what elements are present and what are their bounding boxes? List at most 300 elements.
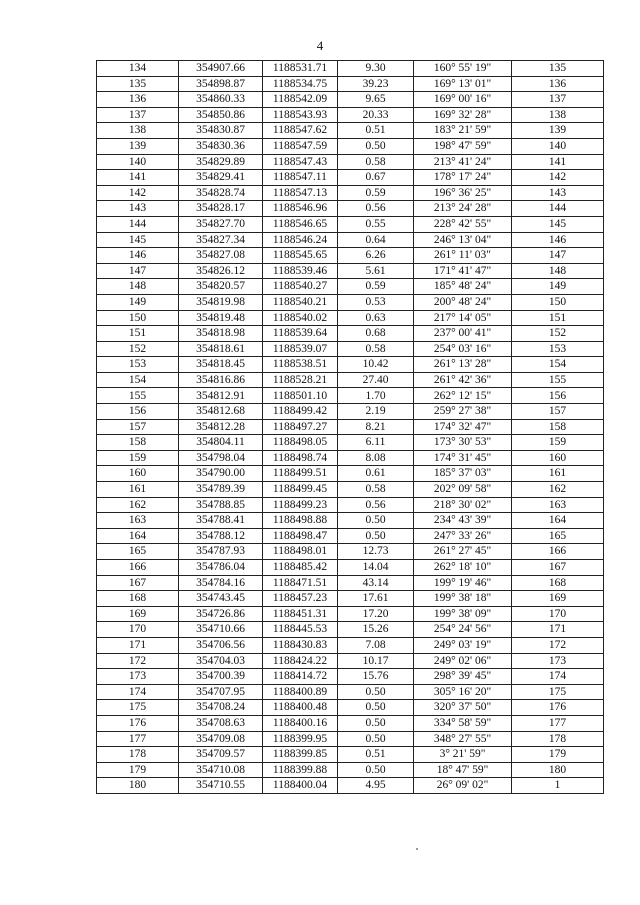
table-row — [97, 279, 604, 295]
y-coordinate-cell: 1188547.13 — [263, 185, 338, 201]
distance-cell: 0.53 — [338, 294, 414, 310]
y-coordinate-cell: 1188540.21 — [263, 294, 338, 310]
point-number-cell: 159 — [97, 450, 179, 466]
point-number-cell: 140 — [97, 154, 179, 170]
bearing-cell: 217° 14' 05" — [414, 310, 512, 326]
point-number-cell: 136 — [97, 92, 179, 108]
y-coordinate-cell: 1188542.09 — [263, 92, 338, 108]
distance-cell: 10.17 — [338, 653, 414, 669]
distance-cell: 0.51 — [338, 123, 414, 139]
distance-cell: 15.26 — [338, 622, 414, 638]
bearing-cell: 198° 47' 59" — [414, 138, 512, 154]
table-row — [97, 575, 604, 591]
y-coordinate-cell: 1188400.16 — [263, 715, 338, 731]
x-coordinate-cell: 354787.93 — [179, 544, 263, 560]
point-number-cell: 180 — [97, 778, 179, 794]
bearing-cell: 237° 00' 41" — [414, 326, 512, 342]
distance-cell: 8.21 — [338, 419, 414, 435]
next-point-cell: 148 — [512, 263, 604, 279]
table-row — [97, 388, 604, 404]
point-number-cell: 177 — [97, 731, 179, 747]
table-row — [97, 248, 604, 264]
distance-cell: 17.20 — [338, 606, 414, 622]
y-coordinate-cell: 1188547.62 — [263, 123, 338, 139]
y-coordinate-cell: 1188547.43 — [263, 154, 338, 170]
x-coordinate-cell: 354700.39 — [179, 669, 263, 685]
next-point-cell: 166 — [512, 544, 604, 560]
point-number-cell: 134 — [97, 61, 179, 77]
point-number-cell: 171 — [97, 637, 179, 653]
y-coordinate-cell: 1188528.21 — [263, 372, 338, 388]
distance-cell: 0.50 — [338, 684, 414, 700]
point-number-cell: 144 — [97, 216, 179, 232]
x-coordinate-cell: 354819.98 — [179, 294, 263, 310]
y-coordinate-cell: 1188540.02 — [263, 310, 338, 326]
next-point-cell: 167 — [512, 560, 604, 576]
x-coordinate-cell: 354726.86 — [179, 606, 263, 622]
next-point-cell: 165 — [512, 528, 604, 544]
next-point-cell: 141 — [512, 154, 604, 170]
y-coordinate-cell: 1188498.47 — [263, 528, 338, 544]
bearing-cell: 26° 09' 02" — [414, 778, 512, 794]
bearing-cell: 196° 36' 25" — [414, 185, 512, 201]
bearing-cell: 261° 27' 45" — [414, 544, 512, 560]
bearing-cell: 249° 02' 06" — [414, 653, 512, 669]
x-coordinate-cell: 354709.57 — [179, 747, 263, 763]
table-row — [97, 170, 604, 186]
distance-cell: 5.61 — [338, 263, 414, 279]
next-point-cell: 176 — [512, 700, 604, 716]
next-point-cell: 153 — [512, 341, 604, 357]
y-coordinate-cell: 1188498.01 — [263, 544, 338, 560]
distance-cell: 0.50 — [338, 528, 414, 544]
x-coordinate-cell: 354790.00 — [179, 466, 263, 482]
next-point-cell: 163 — [512, 497, 604, 513]
next-point-cell: 149 — [512, 279, 604, 295]
y-coordinate-cell: 1188497.27 — [263, 419, 338, 435]
y-coordinate-cell: 1188543.93 — [263, 107, 338, 123]
distance-cell: 0.55 — [338, 216, 414, 232]
table-row — [97, 92, 604, 108]
point-number-cell: 135 — [97, 76, 179, 92]
distance-cell: 39.23 — [338, 76, 414, 92]
y-coordinate-cell: 1188399.95 — [263, 731, 338, 747]
next-point-cell: 136 — [512, 76, 604, 92]
table-row — [97, 419, 604, 435]
y-coordinate-cell: 1188501.10 — [263, 388, 338, 404]
bearing-cell: 334° 58' 59" — [414, 715, 512, 731]
bearing-cell: 298° 39' 45" — [414, 669, 512, 685]
x-coordinate-cell: 354812.91 — [179, 388, 263, 404]
next-point-cell: 174 — [512, 669, 604, 685]
point-number-cell: 176 — [97, 715, 179, 731]
point-number-cell: 151 — [97, 326, 179, 342]
next-point-cell: 147 — [512, 248, 604, 264]
x-coordinate-cell: 354707.95 — [179, 684, 263, 700]
distance-cell: 2.19 — [338, 404, 414, 420]
distance-cell: 9.30 — [338, 61, 414, 77]
y-coordinate-cell: 1188451.31 — [263, 606, 338, 622]
y-coordinate-cell: 1188400.04 — [263, 778, 338, 794]
next-point-cell: 151 — [512, 310, 604, 326]
table-row — [97, 154, 604, 170]
point-number-cell: 152 — [97, 341, 179, 357]
distance-cell: 0.68 — [338, 326, 414, 342]
x-coordinate-cell: 354818.98 — [179, 326, 263, 342]
point-number-cell: 149 — [97, 294, 179, 310]
distance-cell: 0.63 — [338, 310, 414, 326]
point-number-cell: 139 — [97, 138, 179, 154]
next-point-cell: 154 — [512, 357, 604, 373]
distance-cell: 0.56 — [338, 201, 414, 217]
next-point-cell: 180 — [512, 762, 604, 778]
point-number-cell: 172 — [97, 653, 179, 669]
table-row — [97, 715, 604, 731]
x-coordinate-cell: 354816.86 — [179, 372, 263, 388]
bearing-cell: 348° 27' 55" — [414, 731, 512, 747]
point-number-cell: 146 — [97, 248, 179, 264]
x-coordinate-cell: 354850.86 — [179, 107, 263, 123]
distance-cell: 20.33 — [338, 107, 414, 123]
point-number-cell: 155 — [97, 388, 179, 404]
next-point-cell: 137 — [512, 92, 604, 108]
table-row — [97, 185, 604, 201]
point-number-cell: 170 — [97, 622, 179, 638]
x-coordinate-cell: 354812.28 — [179, 419, 263, 435]
table-row — [97, 482, 604, 498]
point-number-cell: 175 — [97, 700, 179, 716]
distance-cell: 0.58 — [338, 482, 414, 498]
point-number-cell: 165 — [97, 544, 179, 560]
x-coordinate-cell: 354829.89 — [179, 154, 263, 170]
distance-cell: 6.11 — [338, 435, 414, 451]
next-point-cell: 135 — [512, 61, 604, 77]
y-coordinate-cell: 1188400.48 — [263, 700, 338, 716]
bearing-cell: 183° 21' 59" — [414, 123, 512, 139]
next-point-cell: 152 — [512, 326, 604, 342]
bearing-cell: 18° 47' 59" — [414, 762, 512, 778]
table-row — [97, 357, 604, 373]
coordinates-table — [96, 60, 604, 794]
x-coordinate-cell: 354789.39 — [179, 482, 263, 498]
next-point-cell: 139 — [512, 123, 604, 139]
distance-cell: 0.59 — [338, 279, 414, 295]
table-row — [97, 622, 604, 638]
x-coordinate-cell: 354788.12 — [179, 528, 263, 544]
distance-cell: 15.76 — [338, 669, 414, 685]
bearing-cell: 185° 37' 03" — [414, 466, 512, 482]
point-number-cell: 154 — [97, 372, 179, 388]
y-coordinate-cell: 1188540.27 — [263, 279, 338, 295]
x-coordinate-cell: 354826.12 — [179, 263, 263, 279]
y-coordinate-cell: 1188547.59 — [263, 138, 338, 154]
point-number-cell: 178 — [97, 747, 179, 763]
y-coordinate-cell: 1188399.85 — [263, 747, 338, 763]
table-row — [97, 61, 604, 77]
bearing-cell: 160° 55' 19" — [414, 61, 512, 77]
next-point-cell: 150 — [512, 294, 604, 310]
x-coordinate-cell: 354708.24 — [179, 700, 263, 716]
point-number-cell: 153 — [97, 357, 179, 373]
next-point-cell: 155 — [512, 372, 604, 388]
next-point-cell: 171 — [512, 622, 604, 638]
bearing-cell: 199° 38' 18" — [414, 591, 512, 607]
x-coordinate-cell: 354827.34 — [179, 232, 263, 248]
y-coordinate-cell: 1188430.83 — [263, 637, 338, 653]
next-point-cell: 173 — [512, 653, 604, 669]
point-number-cell: 168 — [97, 591, 179, 607]
x-coordinate-cell: 354784.16 — [179, 575, 263, 591]
scan-speck — [416, 848, 418, 850]
x-coordinate-cell: 354710.55 — [179, 778, 263, 794]
point-number-cell: 179 — [97, 762, 179, 778]
table-row — [97, 762, 604, 778]
next-point-cell: 158 — [512, 419, 604, 435]
bearing-cell: 3° 21' 59" — [414, 747, 512, 763]
coordinates-table-body — [97, 61, 604, 794]
table-row — [97, 528, 604, 544]
table-row — [97, 497, 604, 513]
next-point-cell: 179 — [512, 747, 604, 763]
x-coordinate-cell: 354828.74 — [179, 185, 263, 201]
point-number-cell: 169 — [97, 606, 179, 622]
next-point-cell: 159 — [512, 435, 604, 451]
bearing-cell: 185° 48' 24" — [414, 279, 512, 295]
point-number-cell: 166 — [97, 560, 179, 576]
next-point-cell: 143 — [512, 185, 604, 201]
distance-cell: 14.04 — [338, 560, 414, 576]
bearing-cell: 199° 38' 09" — [414, 606, 512, 622]
distance-cell: 0.58 — [338, 154, 414, 170]
bearing-cell: 173° 30' 53" — [414, 435, 512, 451]
point-number-cell: 158 — [97, 435, 179, 451]
y-coordinate-cell: 1188414.72 — [263, 669, 338, 685]
x-coordinate-cell: 354788.41 — [179, 513, 263, 529]
next-point-cell: 175 — [512, 684, 604, 700]
y-coordinate-cell: 1188547.11 — [263, 170, 338, 186]
distance-cell: 0.51 — [338, 747, 414, 763]
x-coordinate-cell: 354827.08 — [179, 248, 263, 264]
x-coordinate-cell: 354812.68 — [179, 404, 263, 420]
next-point-cell: 138 — [512, 107, 604, 123]
point-number-cell: 174 — [97, 684, 179, 700]
table-row — [97, 669, 604, 685]
bearing-cell: 169° 00' 16" — [414, 92, 512, 108]
next-point-cell: 157 — [512, 404, 604, 420]
point-number-cell: 145 — [97, 232, 179, 248]
y-coordinate-cell: 1188539.46 — [263, 263, 338, 279]
next-point-cell: 178 — [512, 731, 604, 747]
distance-cell: 0.67 — [338, 170, 414, 186]
point-number-cell: 148 — [97, 279, 179, 295]
table-row — [97, 123, 604, 139]
table-row — [97, 637, 604, 653]
y-coordinate-cell: 1188531.71 — [263, 61, 338, 77]
x-coordinate-cell: 354818.61 — [179, 341, 263, 357]
x-coordinate-cell: 354708.63 — [179, 715, 263, 731]
x-coordinate-cell: 354860.33 — [179, 92, 263, 108]
bearing-cell: 169° 32' 28" — [414, 107, 512, 123]
distance-cell: 6.26 — [338, 248, 414, 264]
distance-cell: 0.61 — [338, 466, 414, 482]
next-point-cell: 1 — [512, 778, 604, 794]
bearing-cell: 174° 32' 47" — [414, 419, 512, 435]
y-coordinate-cell: 1188471.51 — [263, 575, 338, 591]
point-number-cell: 141 — [97, 170, 179, 186]
table-row — [97, 513, 604, 529]
next-point-cell: 168 — [512, 575, 604, 591]
bearing-cell: 262° 12' 15" — [414, 388, 512, 404]
distance-cell: 9.65 — [338, 92, 414, 108]
distance-cell: 7.08 — [338, 637, 414, 653]
bearing-cell: 305° 16' 20" — [414, 684, 512, 700]
y-coordinate-cell: 1188399.88 — [263, 762, 338, 778]
table-row — [97, 326, 604, 342]
point-number-cell: 138 — [97, 123, 179, 139]
next-point-cell: 160 — [512, 450, 604, 466]
y-coordinate-cell: 1188499.23 — [263, 497, 338, 513]
next-point-cell: 170 — [512, 606, 604, 622]
bearing-cell: 246° 13' 04" — [414, 232, 512, 248]
distance-cell: 4.95 — [338, 778, 414, 794]
x-coordinate-cell: 354706.56 — [179, 637, 263, 653]
y-coordinate-cell: 1188534.75 — [263, 76, 338, 92]
distance-cell: 0.58 — [338, 341, 414, 357]
distance-cell: 0.50 — [338, 138, 414, 154]
x-coordinate-cell: 354828.17 — [179, 201, 263, 217]
next-point-cell: 144 — [512, 201, 604, 217]
distance-cell: 27.40 — [338, 372, 414, 388]
x-coordinate-cell: 354709.08 — [179, 731, 263, 747]
bearing-cell: 213° 24' 28" — [414, 201, 512, 217]
table-row — [97, 544, 604, 560]
bearing-cell: 218° 30' 02" — [414, 497, 512, 513]
table-row — [97, 435, 604, 451]
next-point-cell: 169 — [512, 591, 604, 607]
bearing-cell: 254° 03' 16" — [414, 341, 512, 357]
point-number-cell: 143 — [97, 201, 179, 217]
point-number-cell: 164 — [97, 528, 179, 544]
page-number: 4 — [316, 38, 324, 53]
distance-cell: 8.08 — [338, 450, 414, 466]
y-coordinate-cell: 1188546.24 — [263, 232, 338, 248]
x-coordinate-cell: 354788.85 — [179, 497, 263, 513]
table-row — [97, 450, 604, 466]
table-row — [97, 404, 604, 420]
y-coordinate-cell: 1188498.74 — [263, 450, 338, 466]
bearing-cell: 202° 09' 58" — [414, 482, 512, 498]
y-coordinate-cell: 1188499.51 — [263, 466, 338, 482]
distance-cell: 17.61 — [338, 591, 414, 607]
next-point-cell: 162 — [512, 482, 604, 498]
table-row — [97, 201, 604, 217]
point-number-cell: 162 — [97, 497, 179, 513]
bearing-cell: 169° 13' 01" — [414, 76, 512, 92]
distance-cell: 0.50 — [338, 762, 414, 778]
distance-cell: 0.50 — [338, 731, 414, 747]
y-coordinate-cell: 1188499.45 — [263, 482, 338, 498]
x-coordinate-cell: 354898.87 — [179, 76, 263, 92]
point-number-cell: 161 — [97, 482, 179, 498]
table-row — [97, 107, 604, 123]
table-row — [97, 263, 604, 279]
point-number-cell: 142 — [97, 185, 179, 201]
x-coordinate-cell: 354830.87 — [179, 123, 263, 139]
distance-cell: 10.42 — [338, 357, 414, 373]
distance-cell: 0.50 — [338, 513, 414, 529]
x-coordinate-cell: 354907.66 — [179, 61, 263, 77]
point-number-cell: 156 — [97, 404, 179, 420]
table-row — [97, 560, 604, 576]
table-row — [97, 138, 604, 154]
table-row — [97, 778, 604, 794]
bearing-cell: 234° 43' 39" — [414, 513, 512, 529]
x-coordinate-cell: 354829.41 — [179, 170, 263, 186]
x-coordinate-cell: 354819.48 — [179, 310, 263, 326]
bearing-cell: 320° 37' 50" — [414, 700, 512, 716]
x-coordinate-cell: 354710.08 — [179, 762, 263, 778]
table-row — [97, 700, 604, 716]
table-row — [97, 466, 604, 482]
table-row — [97, 591, 604, 607]
point-number-cell: 173 — [97, 669, 179, 685]
table-row — [97, 372, 604, 388]
table-row — [97, 747, 604, 763]
x-coordinate-cell: 354820.57 — [179, 279, 263, 295]
distance-cell: 0.64 — [338, 232, 414, 248]
table-row — [97, 294, 604, 310]
next-point-cell: 146 — [512, 232, 604, 248]
table-row — [97, 310, 604, 326]
y-coordinate-cell: 1188445.53 — [263, 622, 338, 638]
table-row — [97, 731, 604, 747]
x-coordinate-cell: 354798.04 — [179, 450, 263, 466]
bearing-cell: 200° 48' 24" — [414, 294, 512, 310]
next-point-cell: 161 — [512, 466, 604, 482]
x-coordinate-cell: 354830.36 — [179, 138, 263, 154]
next-point-cell: 177 — [512, 715, 604, 731]
bearing-cell: 199° 19' 46" — [414, 575, 512, 591]
y-coordinate-cell: 1188485.42 — [263, 560, 338, 576]
y-coordinate-cell: 1188546.65 — [263, 216, 338, 232]
y-coordinate-cell: 1188538.51 — [263, 357, 338, 373]
next-point-cell: 156 — [512, 388, 604, 404]
bearing-cell: 178° 17' 24" — [414, 170, 512, 186]
distance-cell: 12.73 — [338, 544, 414, 560]
bearing-cell: 261° 11' 03" — [414, 248, 512, 264]
x-coordinate-cell: 354818.45 — [179, 357, 263, 373]
bearing-cell: 249° 03' 19" — [414, 637, 512, 653]
distance-cell: 1.70 — [338, 388, 414, 404]
bearing-cell: 261° 42' 36" — [414, 372, 512, 388]
bearing-cell: 261° 13' 28" — [414, 357, 512, 373]
bearing-cell: 171° 41' 47" — [414, 263, 512, 279]
point-number-cell: 160 — [97, 466, 179, 482]
bearing-cell: 262° 18' 10" — [414, 560, 512, 576]
point-number-cell: 147 — [97, 263, 179, 279]
point-number-cell: 163 — [97, 513, 179, 529]
x-coordinate-cell: 354827.70 — [179, 216, 263, 232]
y-coordinate-cell: 1188546.96 — [263, 201, 338, 217]
y-coordinate-cell: 1188457.23 — [263, 591, 338, 607]
table-row — [97, 606, 604, 622]
point-number-cell: 167 — [97, 575, 179, 591]
x-coordinate-cell: 354743.45 — [179, 591, 263, 607]
x-coordinate-cell: 354804.11 — [179, 435, 263, 451]
distance-cell: 0.50 — [338, 715, 414, 731]
bearing-cell: 254° 24' 56" — [414, 622, 512, 638]
point-number-cell: 157 — [97, 419, 179, 435]
